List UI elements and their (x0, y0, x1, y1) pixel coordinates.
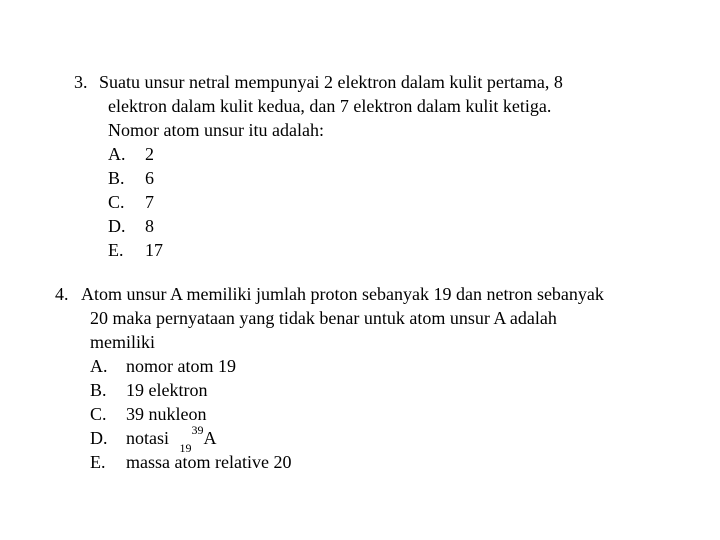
option-text: 17 (145, 240, 163, 260)
option-d (55, 423, 695, 455)
option-text: 2 (145, 144, 154, 164)
option-text: massa atom relative 20 (126, 452, 292, 472)
option-b (74, 166, 694, 190)
option-c (74, 190, 694, 214)
option-text: 7 (145, 192, 154, 212)
option-letter: C. (108, 192, 125, 212)
question-number: 3. (74, 72, 88, 92)
question-stem-line: memiliki (90, 332, 155, 352)
option-letter: D. (90, 428, 108, 448)
option-e (74, 238, 694, 262)
option-d (74, 214, 694, 238)
option-letter: C. (90, 404, 107, 424)
option-text: 39 nukleon (126, 404, 207, 424)
option-text: 8 (145, 216, 154, 236)
option-letter: E. (108, 240, 124, 260)
option-text: nomor atom 19 (126, 356, 236, 376)
mass-number: 39 (191, 423, 204, 437)
question-stem-line: 20 maka pernyataan yang tidak benar untuk atom unsur A adalah (90, 308, 557, 328)
option-text: notasi (126, 428, 169, 448)
option-text: 6 (145, 168, 154, 188)
question-stem-line: elektron dalam kulit kedua, dan 7 elektron dalam kulit ketiga. (108, 96, 552, 116)
option-letter: A. (108, 144, 126, 164)
question-stem-line (55, 282, 695, 306)
nuclide-notation (174, 423, 217, 455)
question-text: Suatu unsur netral mempunyai 2 elektron dalam kulit pertama, 8 (99, 72, 563, 92)
option-text: 19 elektron (126, 380, 208, 400)
option-a (55, 354, 695, 378)
option-letter: D. (108, 216, 126, 236)
option-e (55, 450, 695, 474)
option-letter: A. (90, 356, 108, 376)
option-letter: B. (90, 380, 107, 400)
option-b (55, 378, 695, 402)
question-4 (55, 282, 695, 474)
question-text: Atom unsur A memiliki jumlah proton sebanyak 19 dan netron sebanyak (81, 284, 604, 304)
question-stem-line: Nomor atom unsur itu adalah: (108, 120, 324, 140)
option-letter: B. (108, 168, 125, 188)
question-number: 4. (55, 284, 69, 304)
option-c (55, 402, 695, 426)
atomic-number: 19 (179, 440, 192, 455)
element-symbol: A (203, 428, 217, 448)
option-letter: E. (90, 452, 106, 472)
question-3 (74, 70, 694, 262)
option-a (74, 142, 694, 166)
question-stem-line (74, 70, 694, 94)
